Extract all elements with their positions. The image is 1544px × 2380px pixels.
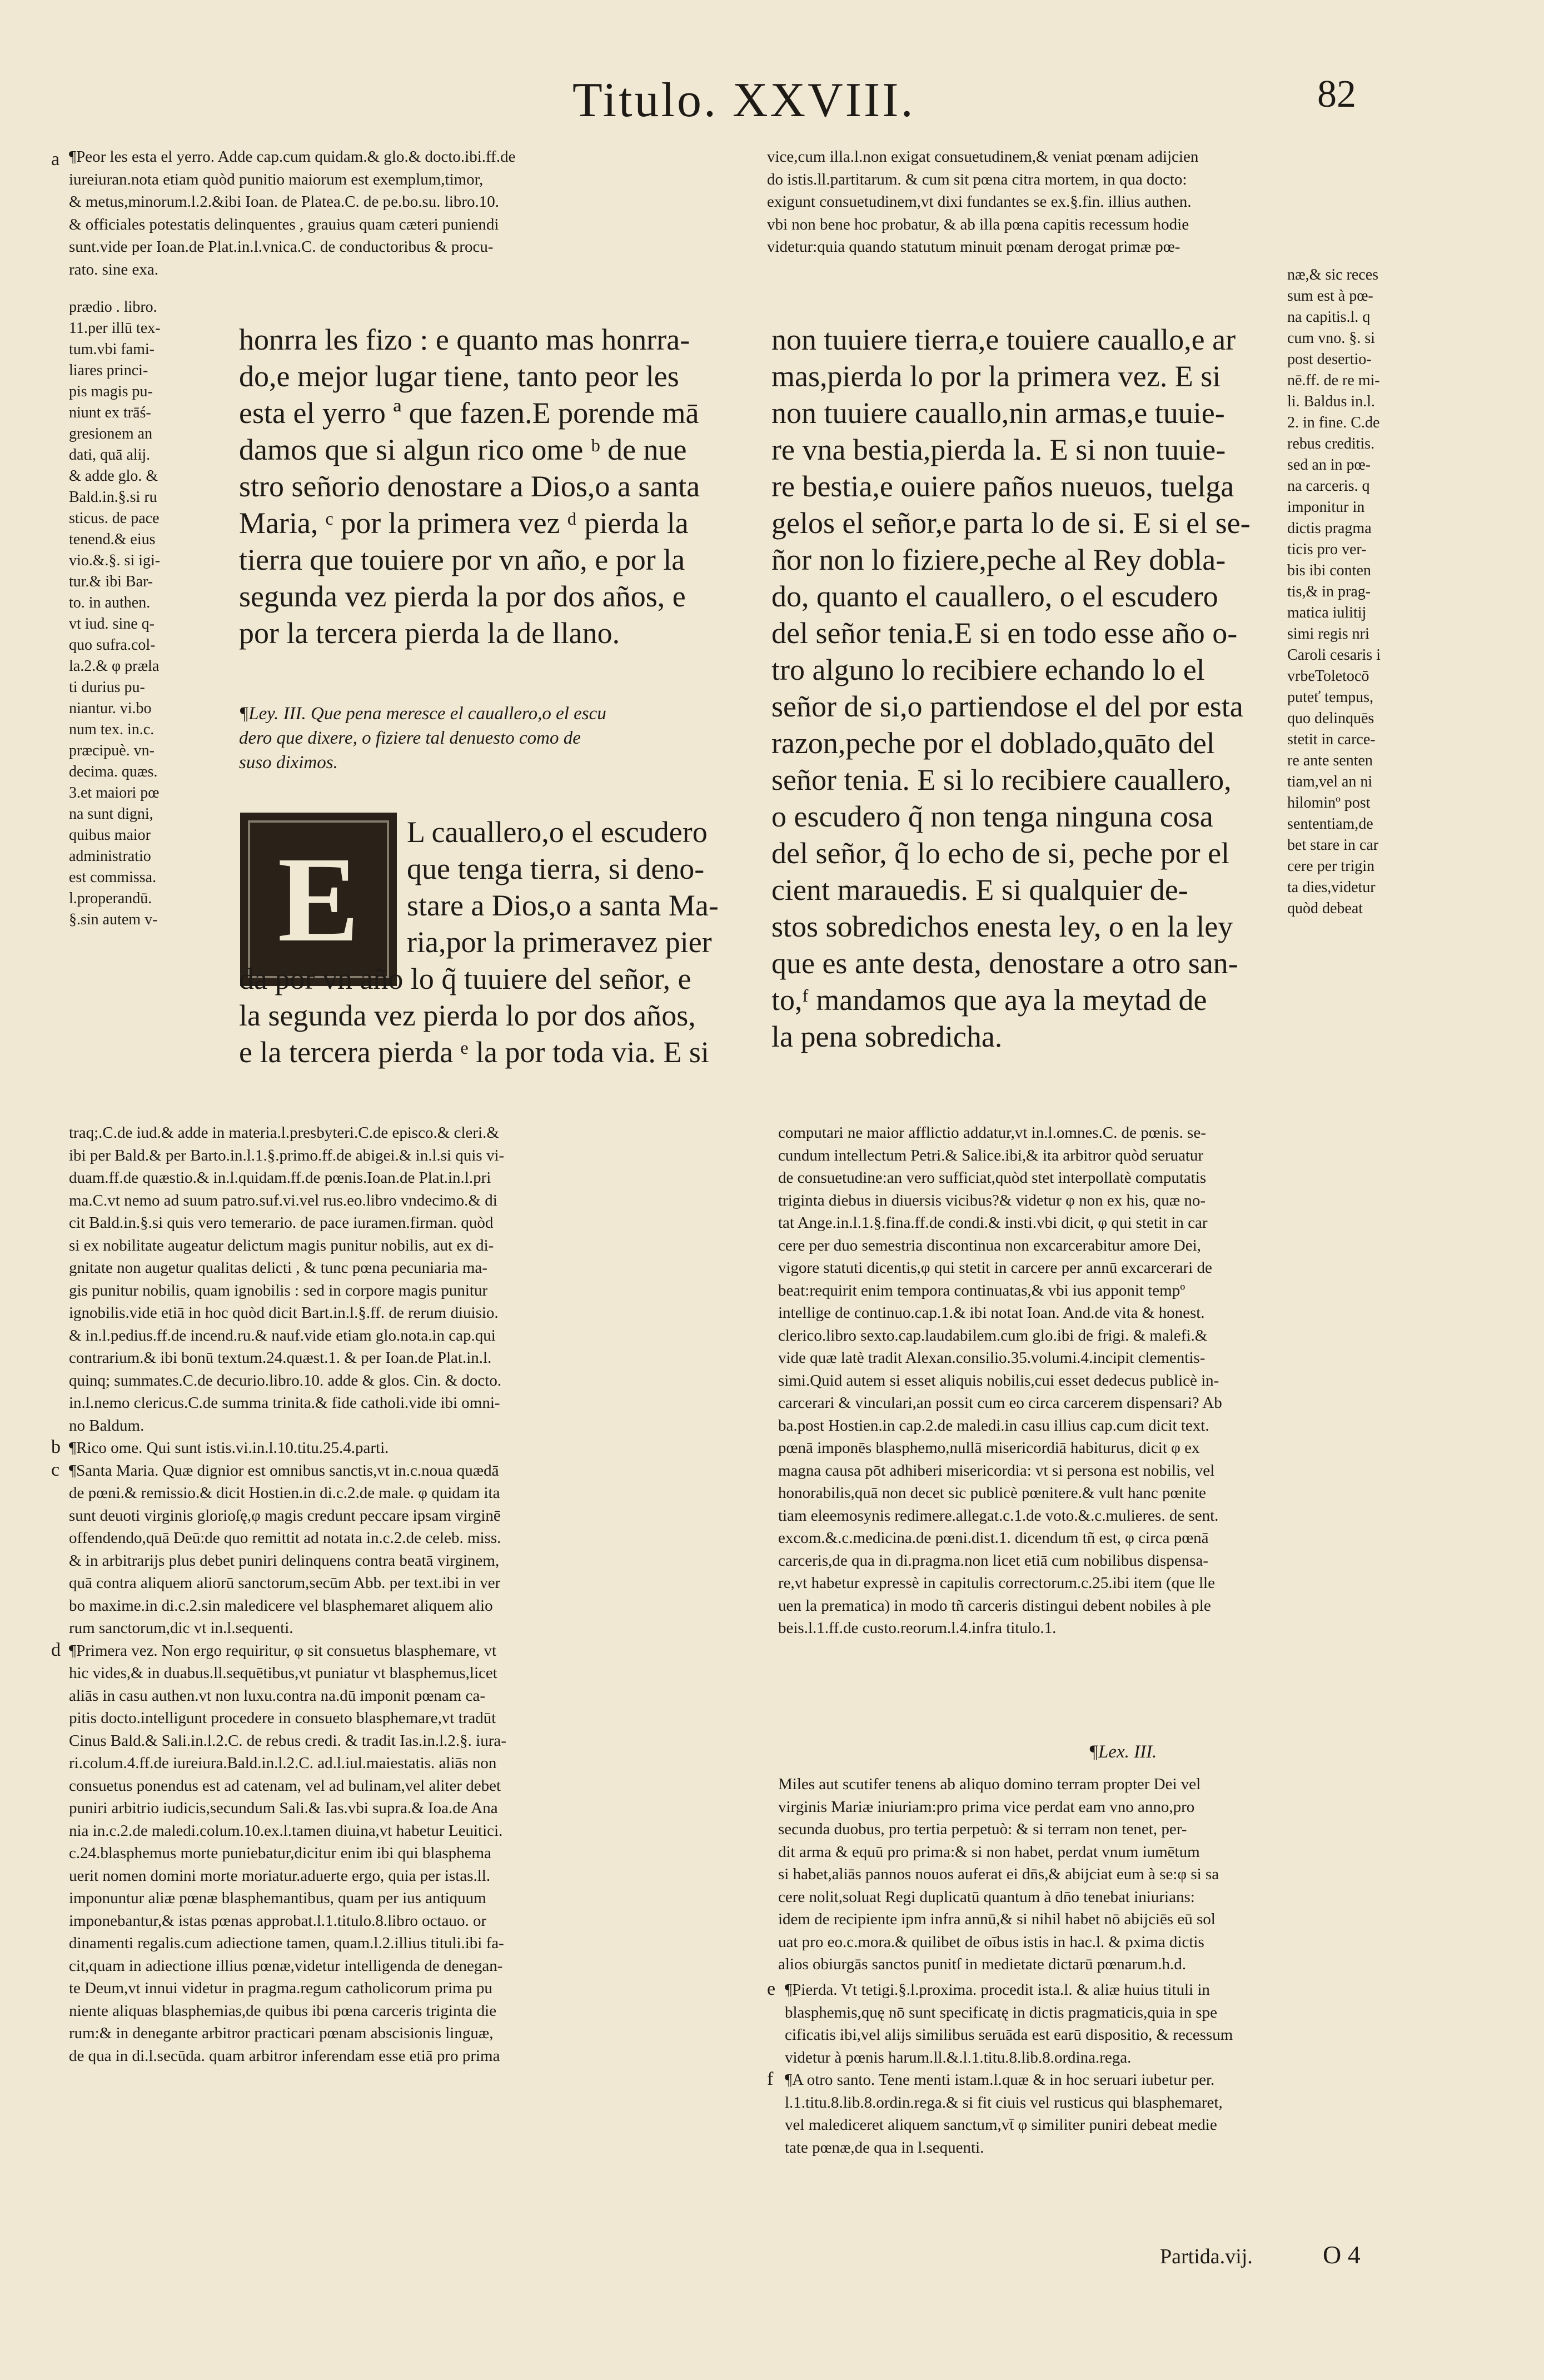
- gloss-line: administratio: [69, 848, 151, 865]
- gloss-line: hic vides,& in duabus.ll.sequētibus,vt puniatur vt blasphemus,licet: [69, 1664, 497, 1682]
- gloss-line: si ex nobilitate augeatur delictum magis punitur nobilis, aut ex di-: [69, 1236, 494, 1254]
- gloss-line: gnitate non augetur qualitas delicti , & tunc pœna pecuniaria ma-: [69, 1259, 487, 1277]
- main-text-left-upper: honrra les fizo : e quanto mas honrra- do,e mejor lugar tiene, tanto peor les esta el yerro ª que fazen.E porende mā damos que si algun rico ome ᵇ de nue stro señorio denostare a Dios,o a santa Maria, ᶜ por la primera vez ᵈ pierda la tierra que touiere por vn año, e por la segunda vez pierda la por dos años, e por la tercera pierda la de llano.: [239, 323, 700, 650]
- gloss-line: sed an in pœ-: [1287, 456, 1371, 474]
- gloss-line: quòd debeat: [1287, 900, 1363, 917]
- gloss-line: post desertio-: [1287, 351, 1372, 368]
- signature-mark: O 4: [1323, 2240, 1361, 2269]
- gloss-line: imponuntur aliæ pœnæ blasphemantibus, quam per ius antiquum: [69, 1889, 486, 1907]
- law-rubric: ¶Ley. III. Que pena meresce el cauallero,o el escu dero que dixere, o fiziere tal denuesto como de suso diximos.: [239, 704, 606, 773]
- gloss-line: na capitis.l. q: [1287, 308, 1371, 326]
- gloss-line: ¶Rico ome. Qui sunt istis.vi.in.l.10.titu.25.4.parti.: [69, 1439, 389, 1457]
- gloss-line: na carceris. q: [1287, 477, 1370, 495]
- gloss-note-text: [69, 1460, 753, 1640]
- gloss-line: gresionem an: [69, 425, 153, 442]
- gloss-line: to. in authen.: [69, 594, 151, 611]
- gloss-line: ¶Pierda. Vt tetigi.§.l.proxima. procedit ista.l. & aliæ huius tituli in: [785, 1981, 1210, 1999]
- gloss-line: clerico.libro sexto.cap.laudabilem.cum glo.ibi de frigi. & malefi.&: [778, 1326, 1208, 1345]
- gloss-line: nia in.c.2.de maledi.colum.10.ex.l.tamen diuina,vt habetur Leuitici.: [69, 1821, 503, 1840]
- gloss-line: magna causa pōt adhiberi misericordia: vt si persona est nobilis, vel: [778, 1461, 1215, 1480]
- gloss-line: uerit nomen domini morte moriatur.aduerte ergo, quia per istas.ll.: [69, 1866, 491, 1885]
- gloss-bottom-right: [778, 1122, 1467, 1640]
- gloss-line: ¶Primera vez. Non ergo requiritur, φ sit consuetus blasphemare, vt: [69, 1641, 497, 1660]
- gloss-note-text: [785, 1979, 1468, 2069]
- gloss-line: de pœni.& remissio.& dicit Hostien.in di.c.2.de male. φ quidam ita: [69, 1484, 500, 1502]
- gloss-line: bis ibi conten: [1287, 562, 1371, 579]
- gloss-line: dictis pragma: [1287, 520, 1372, 537]
- gloss-line: ticis pro ver-: [1287, 541, 1367, 558]
- gloss-right-narrow-column: [1287, 265, 1471, 919]
- gloss-note-text: [69, 1437, 753, 1460]
- gloss-line: la.2.& φ præla: [69, 658, 160, 675]
- gloss-note-text: [785, 2069, 1468, 2159]
- gloss-line: dati, quā alij.: [69, 446, 151, 464]
- gloss-line: Bald.in.§.si ru: [69, 489, 157, 506]
- gloss-line: computari ne maior afflictio addatur,vt in.l.omnes.C. de pœnis. se-: [778, 1124, 1206, 1142]
- gloss-line: c.24.blasphemus morte puniebatur,dicitur enim ibi qui blasphema: [69, 1844, 491, 1862]
- gloss-note-text: [69, 1640, 753, 2068]
- gloss-line: tis,& in prag-: [1287, 583, 1371, 600]
- gloss-line: offendendo,quā Deū:de quo remittit ad notata in.c.2.de celeb. miss.: [69, 1529, 501, 1547]
- gloss-line: §.sin autem v-: [69, 911, 158, 928]
- gloss-line: decima. quæs.: [69, 763, 158, 780]
- gloss-letter-a: a: [51, 149, 60, 170]
- gloss-line: na sunt digni,: [69, 805, 153, 823]
- gloss-line: Miles aut scutifer tenens ab aliquo domino terram propter Dei vel: [778, 1775, 1201, 1793]
- gloss-line: pis magis pu-: [69, 383, 153, 400]
- gloss-line: Cinus Bald.& Sali.in.l.2.C. de rebus credi. & tradit Ias.in.l.2.§. iura-: [69, 1731, 506, 1750]
- gloss-line: simi regis nri: [1287, 625, 1369, 643]
- gloss-line: bet stare in car: [1287, 837, 1379, 854]
- gloss-top-left: ¶Peor les esta el yerro. Adde cap.cum quidam.& glo.& docto.ibi.ff.de iureiuran.nota etiam quòd punitio maiorum est exemplum,timor, & metus,minorum.l.2.&ibi Ioan. de Platea.C. de pe.bo.su. libro.10. & officiales potestatis delinquentes , grauius quam cæteri puniendi sunt.vide per Ioan.de Plat.in.l.vnica.C. de conductoribus & procu- rato. sine exa.: [69, 148, 516, 278]
- gloss-line: & adde glo. &: [69, 467, 158, 485]
- running-title: Titulo. XXVIII.: [572, 73, 915, 127]
- gloss-line: puniri arbitrio iudicis,secundum Sali.& Ias.vbi supra.& Ioa.de Ana: [69, 1799, 498, 1817]
- gloss-line: idem de recipiente ipm infra annū,& si nihil habet nō abijciēs eū sol: [778, 1910, 1216, 1928]
- gloss-line: te Deum,vt innui videtur in pragma.regum catholicorum prima pu: [69, 1979, 492, 1997]
- gloss-line: vt iud. sine q-: [69, 615, 155, 633]
- gloss-line: ma.C.vt nemo ad suum patro.suf.vi.vel rus.eo.libro vndecimo.& di: [69, 1191, 497, 1209]
- gloss-line: matica iulitij: [1287, 604, 1367, 621]
- gloss-line: re,vt habetur expressè in capitulis correctorum.c.25.ibi item (que lle: [778, 1574, 1215, 1592]
- gloss-line: consuetus ponendus est ad catenam, vel ad bulinam,vel aliter debet: [69, 1776, 501, 1795]
- gloss-line: hilominº post: [1287, 794, 1371, 811]
- gloss-note-letter: f: [767, 2069, 774, 2089]
- gloss-line: tat Ange.in.l.1.§.fina.ff.de condi.& insti.vbi dicit, φ qui stetit in car: [778, 1214, 1208, 1232]
- folio-number: 82: [1317, 73, 1356, 116]
- gloss-line: sticus. de pace: [69, 510, 160, 527]
- gloss-line: secunda duobus, pro tertia perpetuò: & si terram non tenet, per-: [778, 1820, 1187, 1838]
- gloss-line: de qua in di.l.secūda. quam arbitror inferendam esse etiā pro prima: [69, 2047, 500, 2065]
- gloss-line: 3.et maiori pœ: [69, 784, 160, 801]
- gloss-line: de consuetudine:an vero sufficiat,quòd stet interpollatè computatis: [778, 1169, 1207, 1187]
- gloss-line: l.1.titu.8.lib.8.ordin.rega.& si fit ciuis vel rusticus qui blasphemaret,: [785, 2093, 1223, 2112]
- gloss-line: tiam eleemosynis redimere.allegat.c.1.de voto.&.c.mulieres. de sent.: [778, 1506, 1219, 1525]
- gloss-note: [51, 1437, 753, 1460]
- gloss-line: ti durius pu-: [69, 679, 145, 696]
- gloss-line: puteť tempus,: [1287, 689, 1374, 706]
- gloss-line: cum vno. §. si: [1287, 330, 1375, 347]
- gloss-line: no Baldum.: [69, 1416, 145, 1435]
- gloss-line: tate pœnæ,de qua in l.sequenti.: [785, 2138, 984, 2157]
- gloss-line: in.l.nemo clericus.C.de summa trinita.& fide catholi.vide ibi omni-: [69, 1394, 500, 1412]
- gloss-line: & in.l.pedius.ff.de incend.ru.& nauf.vide etiam glo.nota.in cap.qui: [69, 1326, 496, 1345]
- main-text-right: non tuuiere tierra,e touiere cauallo,e ar mas,pierda lo por la primera vez. E si non tuuiere cauallo,nin armas,e tuuie- re vna bestia,pierda la. E si non tuuie- re bestia,e ouiere paños nueuos, tuelga gelos el señor,e parta lo de si. E si el se- ñor non lo fiziere,peche al Rey dobla- do, quanto el cauallero, o el escudero del señor tenia.E si en todo esse año o- tro alguno lo recibiere echando lo el señor de si,o partiendose el del por esta razon,peche por el doblado,quāto del señor tenia. E si lo recibiere cauallero, o escudero q̃ non tenga ninguna cosa del señor, q̃ lo echo de si, peche por el cient marauedis. E si qualquier de- stos sobredichos enesta ley, o en la ley que es ante desta, denostare a otro san- to,ᶠ mandamos que aya la meytad de la pena sobredicha.: [771, 323, 1251, 1053]
- gloss-note-letter: e: [767, 1979, 776, 1999]
- gloss-line: re ante senten: [1287, 752, 1373, 769]
- gloss-line: contrarium.& ibi bonū textum.24.quæst.1. & per Ioan.de Plat.in.l.: [69, 1349, 492, 1367]
- gloss-line: li. Baldus in.l.: [1287, 393, 1375, 410]
- gloss-bottom-right-notes: [767, 1979, 1468, 2159]
- gloss-line: quā contra aliquem aliorū sanctorum,secūm Abb. per text.ibi in ver: [69, 1574, 501, 1592]
- gloss-line: rum:& in denegante arbitror practicari pœnam abscisionis linguæ,: [69, 2024, 494, 2042]
- gloss-note-letter: c: [51, 1459, 60, 1480]
- gloss-line: niantur. vi.bo: [69, 700, 152, 717]
- gloss-line: tur.& ibi Bar-: [69, 573, 153, 590]
- gloss-line: cere per trigin: [1287, 858, 1375, 875]
- gloss-line: imponebantur,& istas pœnas approbat.l.1.titulo.8.libro octauo. or: [69, 1911, 487, 1930]
- gloss-line: ¶A otro santo. Tene menti istam.l.quæ & in hoc seruari iubetur per.: [785, 2071, 1215, 2089]
- gloss-line: beat:requirit enim tempora continuatas,& vbi ius apponit tempº: [778, 1281, 1186, 1299]
- gloss-top-right: vice,cum illa.l.non exigat consuetudinem,& veniat pœnam adijcien do istis.ll.partitarum. & cum sit pœna citra mortem, in qua docto: exigunt consuetudinem,vt dixi fundantes se ex.§.fin. illius authen. vbi non bene hoc probatur, & ab illa pœna capitis recessum hodie videtur:quia quando statutum minuit pœnam derogat primæ pœ-: [767, 148, 1199, 256]
- gloss-note: [767, 1979, 1468, 2069]
- main-text-left-beside-initial: L cauallero,o el escudero que tenga tierra, si deno- stare a Dios,o a santa Ma- ria,por la primeravez pier: [407, 815, 719, 959]
- gloss-line: blasphemis,quę nō sunt specificatę in dictis pragmaticis,quia in spe: [785, 2003, 1217, 2021]
- gloss-line: pitis docto.intelligunt procedere in consueto blasphemare,vt tradūt: [69, 1709, 496, 1727]
- gloss-line: sunt deuoti virginis glorioſę,φ magis credunt peccare ipsam virginē: [69, 1506, 501, 1525]
- gloss-line: vel malediceret aliquem sanctum,vt̄ φ similiter puniri debeat medie: [785, 2116, 1217, 2134]
- gloss-line: quo delinquēs: [1287, 710, 1374, 727]
- gloss-line: ri.colum.4.ff.de iureiura.Bald.in.l.2.C. ad.l.iul.maiestatis. aliās non: [69, 1754, 497, 1772]
- gloss-line: quinq; summates.C.de decurio.libro.10. adde & glos. Cin. & docto.: [69, 1371, 502, 1390]
- gloss-note: [51, 1640, 753, 2068]
- gloss-line: vide quæ latè tradit Alexan.consilio.35.volumi.4.incipit clementis-: [778, 1349, 1206, 1367]
- gloss-line: stetit in carce-: [1287, 731, 1376, 748]
- gloss-line: vrbeToletocō: [1287, 668, 1369, 685]
- gloss-line: liares princi-: [69, 362, 148, 379]
- gloss-line: tiam,vel an ni: [1287, 773, 1373, 790]
- gloss-line: est commissa.: [69, 869, 157, 886]
- gloss-line: rebus creditis.: [1287, 435, 1375, 452]
- gloss-line: quibus maior: [69, 826, 151, 844]
- gloss-left-narrow-column: [69, 297, 230, 930]
- gloss-line: Caroli cesaris i: [1287, 646, 1381, 664]
- gloss-note-letter: b: [51, 1437, 61, 1457]
- gloss-line: duam.ff.de quæstio.& in.l.quidam.ff.de pœnis.Ioan.de Plat.in.l.pri: [69, 1169, 491, 1187]
- gloss-line: carceris,de qua in di.pragma.non licet etiā cum nobilibus dispensa-: [778, 1551, 1208, 1570]
- gloss-note-letter: d: [51, 1639, 61, 1660]
- gloss-note: [767, 2069, 1468, 2159]
- gloss-line: tenend.& eius: [69, 531, 156, 548]
- gloss-line: beis.l.1.ff.de custo.reorum.l.4.infra titulo.1.: [778, 1619, 1057, 1637]
- gloss-line: rum sanctorum,dic vt in.l.sequenti.: [69, 1619, 293, 1637]
- gloss-line: 2. in fine. C.de: [1287, 414, 1380, 431]
- gloss-line: intellige de continuo.cap.1.& ibi notat Ioan. And.de vita & honest.: [778, 1304, 1205, 1322]
- gloss-line: excom.&.c.medicina.de pœni.dist.1. dicendum tñ est, φ circa pœnā: [778, 1529, 1209, 1547]
- lex-heading: ¶Lex. III.: [1088, 1742, 1157, 1762]
- gloss-line: l.properandū.: [69, 890, 152, 907]
- gloss-line: cit Bald.in.§.si quis vero temerario. de pace iuramen.firman. quòd: [69, 1214, 494, 1232]
- decorated-initial: E: [240, 813, 397, 986]
- gloss-line: uat pro eo.c.mora.& quilibet de oībus istis in hac.l. & pxima dictis: [778, 1933, 1204, 1951]
- gloss-line: vigore statuti dicentis,φ qui stetit in carcere per annū excarcerari de: [778, 1259, 1212, 1277]
- gloss-line: honorabilis,quā non decet sic publicè pœnitere.& vult hanc pœnite: [778, 1484, 1206, 1502]
- gloss-line: ba.post Hostien.in cap.2.de maledi.in casu illius cap.cum dicit text.: [778, 1416, 1209, 1435]
- gloss-bottom-left: [69, 1122, 753, 1437]
- gloss-line: aliās in casu authen.vt non luxu.contra na.dū imponit pœnam ca-: [69, 1686, 485, 1705]
- gloss-line: carcerari & vinculari,an possit cum eo circa carcerem dispensari? Ab: [778, 1394, 1222, 1412]
- gloss-line: traq;.C.de iud.& adde in materia.l.presbyteri.C.de episco.& cleri.&: [69, 1124, 499, 1142]
- gloss-line: triginta diebus in diuersis vicibus?& videtur φ non ex his, quæ no-: [778, 1191, 1206, 1209]
- gloss-line: cificatis ibi,vel alijs similibus seruāda est earū dispositio, & recessum: [785, 2026, 1233, 2044]
- main-text-left-lower: da por vn año lo q̃ tuuiere del señor, e la segunda vez pierda lo por dos años, e la tercera pierda ᵉ la por toda via. E si: [239, 962, 709, 1069]
- gloss-line: ignobilis.vide etiā in hoc quòd dicit Bart.in.l.§.ff. de rerum diuisio.: [69, 1304, 499, 1322]
- gloss-line: dinamenti regalis.cum adiectione tamen, quam.l.2.illius tituli.ibi fa-: [69, 1934, 504, 1952]
- gloss-line: alios obiurgās sanctos punitſ in medietate dictarū pœnarum.h.d.: [778, 1955, 1186, 1973]
- gloss-line: sum est à pœ-: [1287, 287, 1373, 305]
- gloss-line: cit,quam in adiectione illius pœnæ,videtur intelligenda de denegan-: [69, 1956, 503, 1975]
- gloss-line: niunt ex trāś-: [69, 404, 151, 421]
- gloss-bottom-left-notes: [51, 1437, 753, 2067]
- gloss-line: videtur à pœnis harum.ll.&.l.1.titu.8.lib.8.ordina.rega.: [785, 2048, 1132, 2067]
- gloss-line: ibi per Bald.& per Barto.in.l.1.§.primo.ff.de abigei.& in.l.si quis vi-: [69, 1146, 505, 1164]
- gloss-line: ta dies,videtur: [1287, 879, 1376, 896]
- gloss-line: num tex. in.c.: [69, 721, 155, 738]
- catchword: Partida.vij.: [1160, 2245, 1253, 2268]
- gloss-line: cere nolit,soluat Regi duplicatū quantum à dn̄o tenebat iniurians:: [778, 1888, 1195, 1906]
- gloss-line: ¶Santa Maria. Quæ dignior est omnibus sanctis,vt in.c.noua quædā: [69, 1461, 499, 1480]
- gloss-line: gis punitur nobilis, quam ignobilis : sed in corpore magis punitur: [69, 1281, 488, 1299]
- gloss-line: sententiam,de: [1287, 815, 1373, 833]
- gloss-line: cundum intellectum Petri.& Salice.ibi,& ita arbitror quòd seruatur: [778, 1146, 1204, 1164]
- gloss-line: prædio . libro.: [69, 298, 157, 316]
- gloss-line: vio.&.§. si igi-: [69, 552, 161, 569]
- gloss-line: pœnā imponēs blasphemo,nullā misericordiā habiturus, dicit φ ex: [778, 1439, 1200, 1457]
- gloss-line: dit arma & equū pro prima:& si non habet, perdat vnum iumētum: [778, 1843, 1200, 1861]
- gloss-line: simi.Quid autem si esset aliquis nobilis,cui esset dedecus publicè in-: [778, 1371, 1219, 1390]
- gloss-line: 11.per illū tex-: [69, 320, 161, 337]
- gloss-line: virginis Mariæ iniuriam:pro prima vice perdat eam vno anno,pro: [778, 1798, 1195, 1816]
- gloss-note: [51, 1460, 753, 1640]
- gloss-line: imponitur in: [1287, 499, 1365, 516]
- gloss-line: uen la prematica) in modo tñ carceris distingui debent nobiles à ple: [778, 1596, 1211, 1615]
- gloss-line: nē.ff. de re mi-: [1287, 372, 1380, 389]
- gloss-line: tum.vbi fami-: [69, 341, 155, 358]
- gloss-line: næ,& sic reces: [1287, 266, 1379, 283]
- gloss-line: si habet,aliās pannos nouos auferat ei dn̄s,& abijciat eum à se:φ si sa: [778, 1865, 1219, 1883]
- lex-summary: [778, 1773, 1467, 1976]
- gloss-line: bo maxime.in di.c.2.sin maledicere vel blasphemaret aliquem alio: [69, 1596, 493, 1615]
- gloss-line: & in arbitrarijs plus debet puniri delinquens contra beatā virginem,: [69, 1551, 500, 1570]
- gloss-line: quo sufra.col-: [69, 636, 156, 654]
- gloss-line: niente aliquas blasphemias,de quibus ibi pœna carceris triginta die: [69, 2001, 497, 2020]
- gloss-line: præcipuè. vn-: [69, 742, 155, 759]
- gloss-line: cere per duo semestria discontinua non excarcerabitur amore Dei,: [778, 1236, 1201, 1254]
